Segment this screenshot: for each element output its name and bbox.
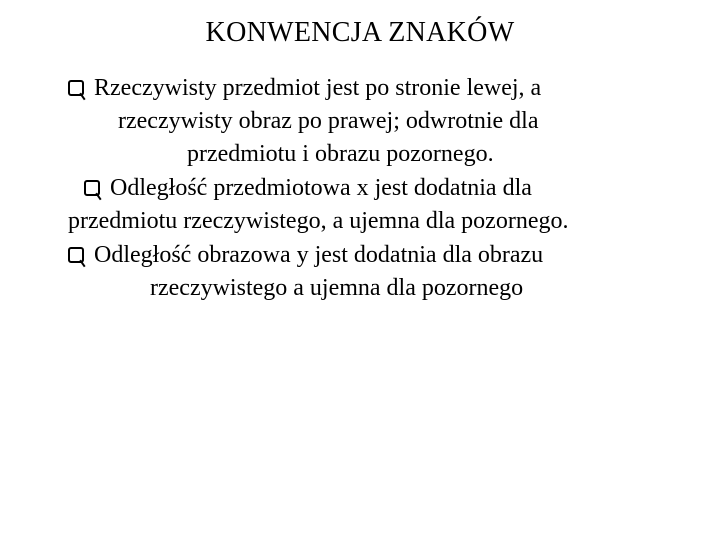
bullet-1-line-3: przedmiotu i obrazu pozornego. xyxy=(187,141,494,167)
checkbox-bullet-icon xyxy=(84,180,100,196)
bullet-2-line-1 xyxy=(84,174,532,202)
checkbox-bullet-icon xyxy=(68,247,84,263)
bullet-1-line-2: rzeczywisty obraz po prawej; odwrotnie dla xyxy=(118,108,539,134)
checkbox-bullet-icon xyxy=(68,80,84,96)
bullet-2-line-2: przedmiotu rzeczywistego, a ujemna dla pozornego. xyxy=(68,208,569,234)
bullet-1-line-1 xyxy=(68,74,541,102)
bullet-3-text-1: Odległość obrazowa y jest dodatnia dla obrazu xyxy=(94,242,544,268)
slide-title: KONWENCJA ZNAKÓW xyxy=(205,17,515,48)
bullet-3-line-2: rzeczywistego a ujemna dla pozornego xyxy=(150,275,524,301)
bullet-3-line-1 xyxy=(68,241,543,269)
bullet-2-text-1: Odległość przedmiotowa x jest dodatnia dla xyxy=(110,175,532,201)
bullet-1-text-1: Rzeczywisty przedmiot jest po stronie lewej, a xyxy=(94,75,542,101)
